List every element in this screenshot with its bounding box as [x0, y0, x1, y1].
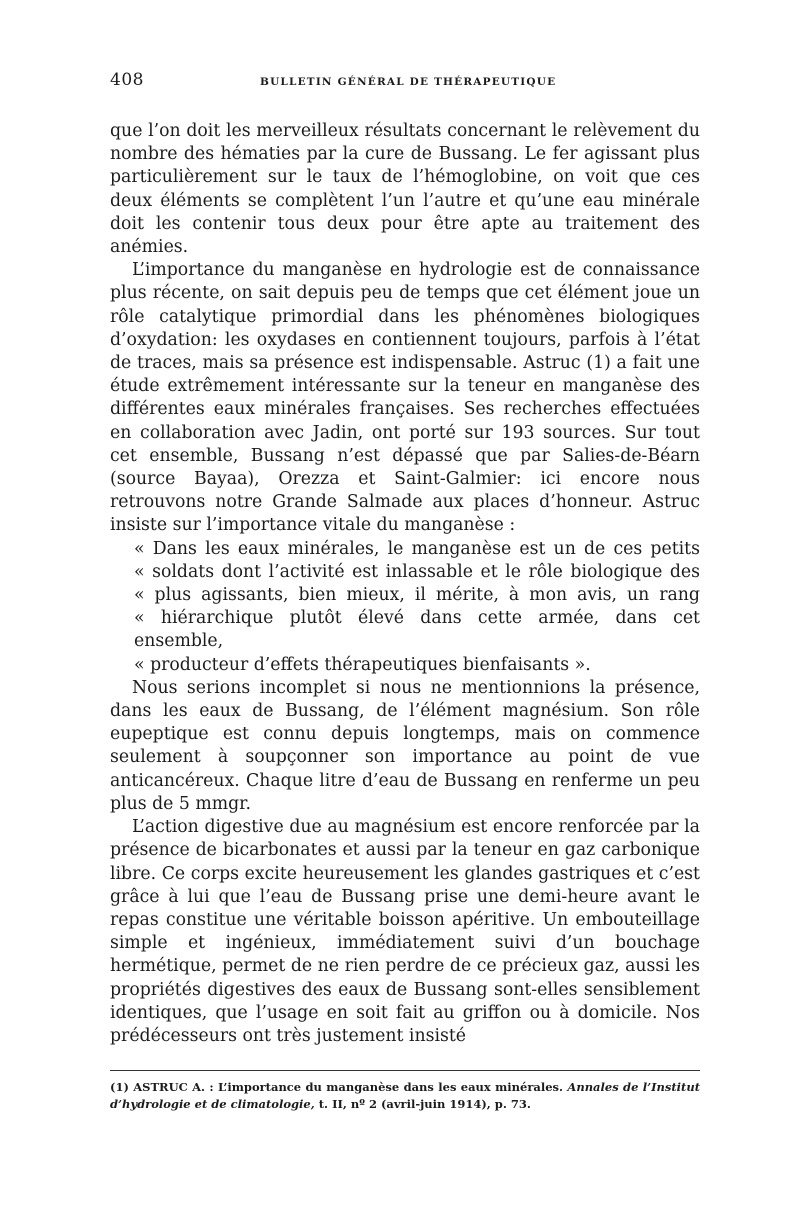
footnote-divider [110, 1070, 700, 1071]
page-number: 408 [110, 70, 144, 90]
page-header [110, 70, 700, 104]
page [110, 70, 700, 1113]
quotation [110, 538, 700, 677]
running-title: BULLETIN GÉNÉRAL DE THÉRAPEUTIQUE [260, 76, 557, 88]
quote-line: « producteur d’effets thérapeutiques bienfaisants ». [134, 654, 591, 675]
quote-line: « hiérarchique plutôt élevé dans cette armée, dans cet ensemble, [134, 608, 700, 652]
footnote-journal: Annales de l’Institut d’hydrologie et de climatologie, [110, 1080, 701, 1112]
paragraph-2: L’importance du manganèse en hydrologie est de connaissance plus récente, on sait depuis peu de temps que cet élément joue un rôle catalytique primordial dans les phénomènes biologiques d’oxydation: les oxydases en contiennent toujours, parfois à l’état de traces, mais sa présence est indispensable. Astruc (1) a fait une étude extrêmement intéressante sur la teneur en manganèse des différentes eaux minérales françaises. Ses recherches effectuées en collaboration avec Jadin, ont porté sur 193 sources. Sur tout cet ensemble, Bussang n’est dépassé que par Salies-de-Béarn (source Bayaa), Orezza et Saint-Galmier: ici encore nous retrouvons notre Grande Salmade aux places d’honneur. Astruc insiste sur l’importance vitale du manganèse : [110, 260, 700, 536]
quote-line: « soldats dont l’activité est inlassable et le rôle biologique des [134, 561, 700, 582]
paragraph-3: Nous serions incomplet si nous ne mentionnions la présence, dans les eaux de Bussang, de l’élément magnésium. Son rôle eupeptique est connu depuis longtemps, mais on commence seulement à soupçonner son importance au point de vue anticancéreux. Chaque litre d’eau de Bussang en renferme un peu plus de 5 mmgr. [110, 677, 700, 814]
footnote-text: (1) ASTRUC A. : L’importance du manganèse dans les eaux minérales. [110, 1080, 564, 1095]
body-text [110, 120, 700, 1048]
footnote-citation: t. II, nº 2 (avril-juin 1914), p. 73. [318, 1097, 531, 1112]
quote-line: « Dans les eaux minérales, le manganèse est un de ces petits [134, 538, 700, 559]
paragraph-4: L’action digestive due au magnésium est encore renforcée par la présence de bicarbonates et aussi par la teneur en gaz carbonique libre. Ce corps excite heureusement les glandes gastriques et c’est grâce à lui que l’eau de Bussang prise une demi-heure avant le repas constitue une véritable boisson apéritive. Un embouteillage simple et ingénieux, immédiatement suivi d’un bouchage hermétique, permet de ne rien perdre de ce précieux gaz, aussi les propriétés digestives des eaux de Bussang sont-elles sensiblement identiques, que l’usage en soit fait au griffon ou à domicile. Nos prédécesseurs ont très justement insisté [110, 817, 700, 1046]
footnote [110, 1079, 700, 1113]
paragraph-1: que l’on doit les merveilleux résultats concernant le relèvement du nombre des hématies par la cure de Bussang. Le fer agissant plus particulièrement sur le taux de l’hémoglobine, on voit que ces deux éléments se complètent l’un l’autre et qu’une eau minérale doit les contenir tous deux pour être apte au traitement des anémies. [110, 121, 700, 258]
quote-line: « plus agissants, bien mieux, il mérite, à mon avis, un rang [134, 585, 700, 606]
